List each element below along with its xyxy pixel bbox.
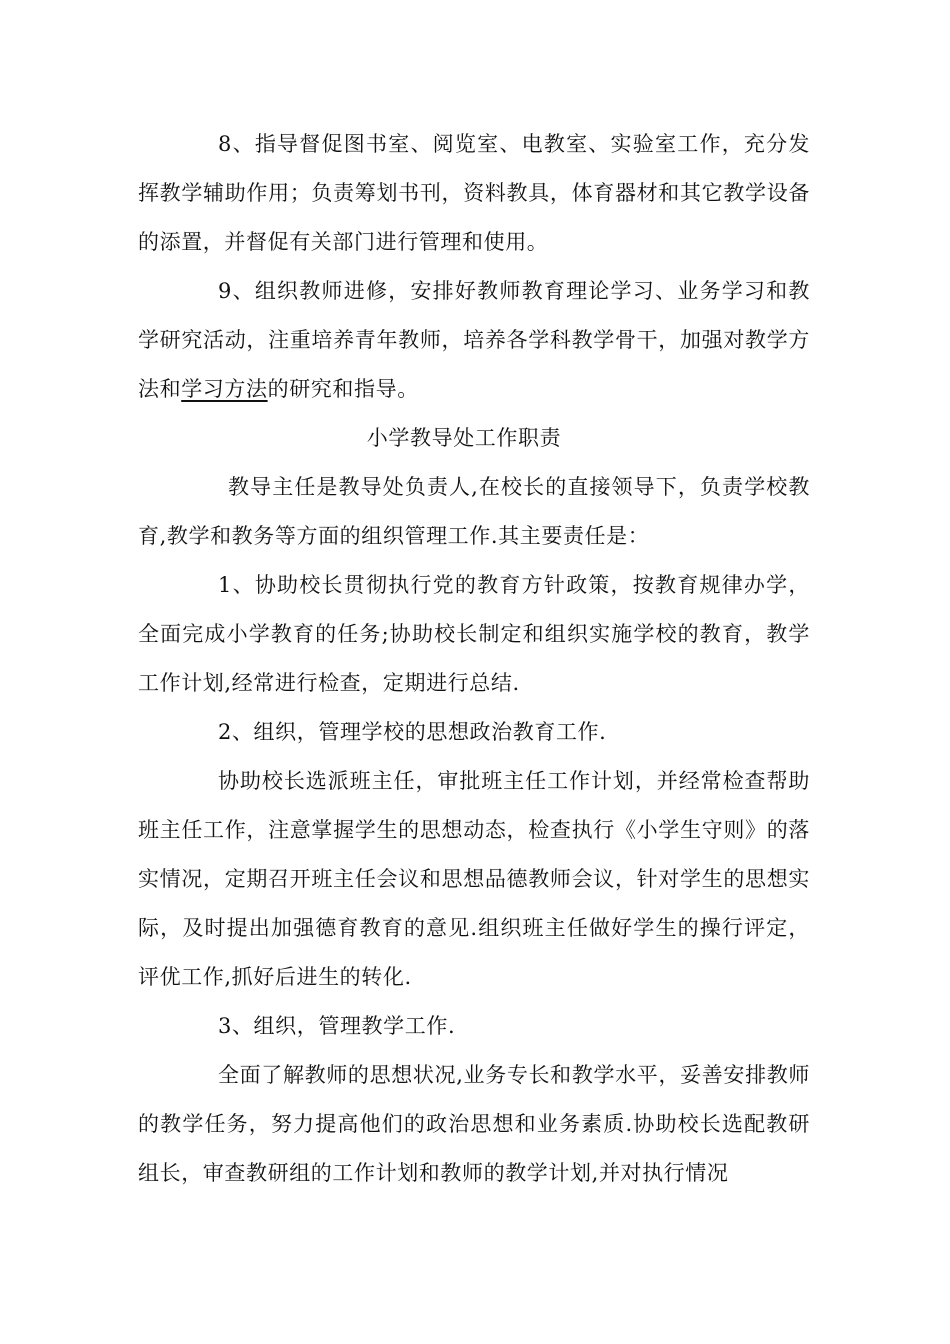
intro-paragraph: 教导主任是教导处负责人,在校长的直接领导下，负责学校教育,教学和教务等方面的组织管理工作.其主要责任是： — [138, 475, 810, 548]
section-heading: 小学教导处工作职责 — [366, 426, 562, 450]
paragraph-item-9-text-start: 9、组织教师进修，安排好教师教育理论学习、业务学习和教学研究活动，注重培养青年教师，培养各学科教学骨干，加强对教学方法和 — [138, 279, 810, 401]
document-body — [138, 120, 810, 1198]
duty-item-3: 3、组织，管理教学工作. — [218, 1014, 456, 1038]
paragraph-item-8: 8、指导督促图书室、阅览室、电教室、实验室工作，充分发挥教学辅助作用；负责筹划书刊，资料教具，体育器材和其它教学设备的添置，并督促有关部门进行管理和使用。 — [138, 132, 810, 254]
paragraph-item-9-text-end: 的研究和指导。 — [267, 377, 419, 401]
duty-item-2-detail: 协助校长选派班主任，审批班主任工作计划，并经常检查帮助班主任工作，注意掌握学生的思想动态，检查执行《小学生守则》的落实情况，定期召开班主任会议和思想品德教师会议，针对学生的思想实际，及时提出加强德育教育的意见.组织班主任做好学生的操行评定，评优工作,抓好后进生的转化. — [138, 769, 810, 989]
paragraph-item-9 — [138, 267, 810, 414]
duty-item-1: 1、协助校长贯彻执行党的教育方针政策，按教育规律办学，全面完成小学教育的任务;协助校长制定和组织实施学校的教育，教学工作计划,经常进行检查，定期进行总结. — [138, 573, 810, 695]
duty-item-2: 2、组织，管理学校的思想政治教育工作. — [218, 720, 607, 744]
study-methods-link[interactable]: 学习方法 — [181, 377, 268, 401]
duty-item-3-detail: 全面了解教师的思想状况,业务专长和教学水平，妥善安排教师的教学任务，努力提高他们的政治思想和业务素质.协助校长选配教研组长，审查教研组的工作计划和教师的教学计划,并对执行情况 — [138, 1063, 810, 1185]
